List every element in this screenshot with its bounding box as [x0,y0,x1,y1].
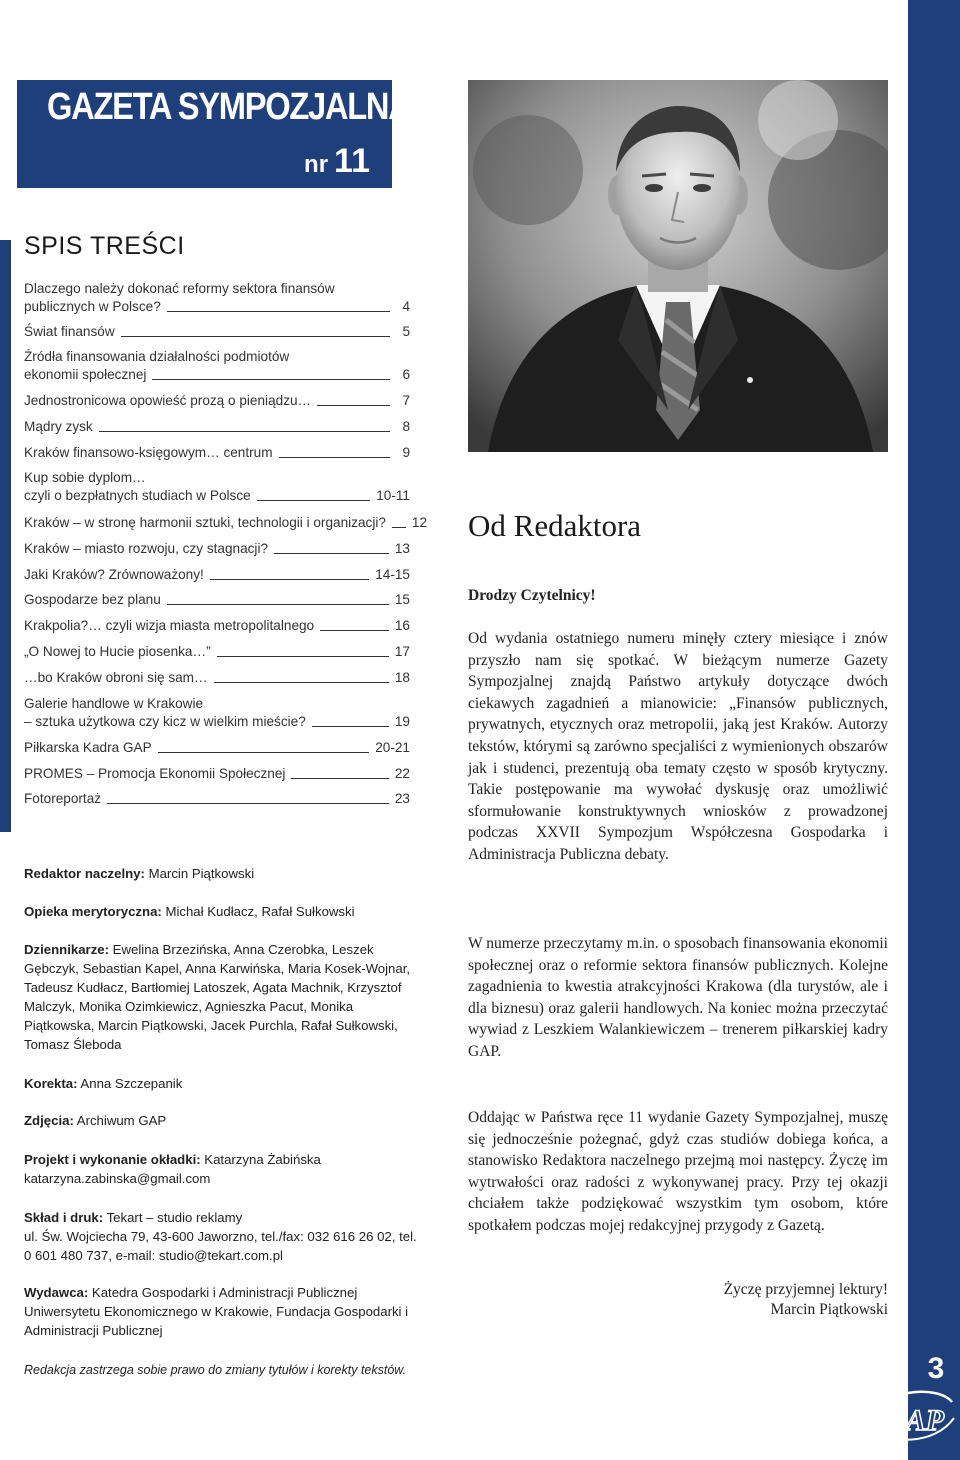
toc-entry [24,643,410,661]
toc-entry [24,348,410,384]
credit-entry [24,1283,424,1340]
toc-entry-line [24,643,410,661]
credit-extra: ul. Św. Wojciecha 79, 43-600 Jaworzno, tel./fax: 032 616 26 02, tel. 0 601 480 737, e-mail: studio@tekart.com.pl [24,1229,417,1263]
toc-entry-title: Jaki Kraków? Zrównoważony! [24,567,204,582]
toc-entry-title: – sztuka użytkowa czy kicz w wielkim mieście? [24,714,306,729]
toc-leader-line [257,500,371,501]
toc-entry [24,392,410,410]
toc-leader-line [392,527,406,528]
toc-leader-line [99,431,390,432]
issue-number [304,142,370,181]
toc-entry [24,323,410,341]
toc-entry [24,669,410,687]
left-accent-bar [0,240,11,832]
toc-leader-line [210,579,369,580]
toc-entry-title: czyli o bezpłatnych studiach w Polsce [24,488,251,503]
credit-text: Katarzyna Żabińska [200,1152,321,1167]
toc-leader-line [312,726,389,727]
credit-label: Wydawca: [24,1285,89,1300]
toc-entry [24,540,410,558]
toc-leader-line [320,630,389,631]
toc-page-number: 23 [394,791,410,806]
toc-entry [24,739,410,757]
credit-text: Marcin Piątkowski [144,866,255,881]
toc-entry-title: Świat finansów [24,324,115,339]
gap-logo-text: GAP [884,1404,944,1437]
credit-text: Anna Szczepanik [77,1076,183,1091]
credit-entry [24,940,424,1054]
editorial-paragraph-1: Od wydania ostatniego numeru minęły cztery miesiące i znów przyszło nam się spotkać. W bieżącym numerze Gazety Sympozjalnej znajdą Państwo artykuły dotyczące dwóch ciekawych zagadnień a mianowicie: „Finansów publicznych, prywatnych, etycznych oraz metropolii, jaką jest Kraków. Autorzy tekstów, którymi są zarówno specjaliści z wymienionych obszarów jak i studenci, prezentują oba tematy często w sposób krytyczny. Takie postępowanie ma wywołać dyskusję oraz umożliwić sformułowanie konstruktywnych wniosków z prowadzonej podczas XXVII Sympozjum Współczesna Gospodarka i Administracja Publiczna debaty. [468,630,888,863]
toc-entry-line [24,323,410,341]
credit-entry [24,1150,424,1188]
toc-title: SPIS TREŚCI [24,232,185,260]
credit-label: Korekta: [24,1076,78,1091]
toc-entry [24,514,428,532]
toc-leader-line [214,682,389,683]
toc-entry-title: Mądry zysk [24,419,93,434]
toc-entry-title: Fotoreportaż [24,791,102,806]
toc-entry [24,280,410,316]
toc-entry-line [24,392,410,410]
toc-page-number: 19 [394,714,410,729]
toc-entry-line [24,591,410,609]
toc-page-number: 22 [394,766,410,781]
toc-leader-line [317,405,390,406]
toc-page-number: 17 [394,644,410,659]
credit-label: Projekt i wykonanie okładki: [24,1152,201,1167]
masthead-title: GAZETA SYMPOZJALNA [47,86,411,128]
credit-label: Zdjęcia: [24,1113,74,1128]
credit-entry [24,902,424,921]
toc-entry-line [24,669,410,687]
toc-page-number: 8 [402,419,410,434]
toc-entry [24,617,410,635]
toc-entry-line [24,540,410,558]
toc-entry-line [24,487,410,505]
toc-page-number: 7 [402,393,410,408]
toc-page-number: 10-11 [376,488,410,503]
toc-entry-title: Kraków – miasto rozwoju, czy stagnacji? [24,541,269,556]
toc-entry-line [24,469,410,487]
toc-entry [24,591,410,609]
toc-entry-line [24,566,410,584]
right-accent-stripe [908,0,960,1460]
toc-entry-title: PROMES – Promocja Ekonomii Społecznej [24,766,286,781]
toc-leader-line [107,803,389,804]
toc-page-number: 18 [394,670,410,685]
credit-text: Tekart – studio reklamy [103,1210,243,1225]
toc-page-number: 12 [411,515,428,530]
toc-entry-line [24,617,410,635]
toc-page-number: 15 [394,592,410,607]
toc-leader-line [158,752,370,753]
toc-page-number: 20-21 [375,740,410,755]
editor-signature: Marcin Piątkowski [770,1301,888,1318]
toc-entry-title: Gospodarze bez planu [24,592,161,607]
toc-entry-title: ekonomii społecznej [24,367,147,382]
toc-entry-line [24,298,410,316]
toc-entry-title: …bo Kraków obroni się sam… [24,670,208,685]
toc-entry [24,469,410,505]
credit-entry [24,1074,424,1093]
toc-leader-line [167,604,389,605]
toc-entry-line [24,695,410,713]
gap-logo [868,1378,960,1450]
toc-page-number: 13 [394,541,410,556]
toc-entry-title: publicznych w Polsce? [24,299,161,314]
portrait-image [468,80,888,452]
toc-page-number: 14-15 [375,567,410,582]
closing-wish: Życzę przyjemnej lektury! [723,1281,888,1298]
toc-leader-line [152,379,390,380]
toc-leader-line [217,656,389,657]
toc-entry-title: Jednostronicowa opowieść prozą o pieniądzu… [24,393,312,408]
toc-leader-line [167,311,390,312]
toc-entry [24,765,410,783]
editorial-closing [600,1280,888,1320]
editorial-note: Redakcja zastrzega sobie prawo do zmiany tytułów i korekty tekstów. [24,1363,407,1377]
toc-page-number: 6 [402,367,410,382]
toc-leader-line [279,457,390,458]
credit-entry [24,1111,424,1130]
toc-entry-title: Galerie handlowe w Krakowie [24,696,204,711]
toc-entry-line [24,514,428,532]
toc-entry [24,790,410,808]
toc-entry-line [24,348,410,366]
toc-entry-line [24,713,410,731]
toc-entry-line [24,739,410,757]
credit-label: Skład i druk: [24,1210,104,1225]
editorial-paragraph-3: Oddając w Państwa ręce 11 wydanie Gazety Sympozjalnej, muszę się jednocześnie pożegnać, gdyż czas studiów dobiega końca, a stanowisko Redaktora naczelnego przejmą moi następcy. Życzę im wytrwałości oraz radości z wykonywanej pracy. Przy tej okazji chciałem także podziękować wszystkim tym osobom, które spotkałem podczas mojej redakcyjnej przygody z Gazetą. [468,1109,888,1234]
toc-entry-title: „O Nowej to Hucie piosenka…” [24,644,211,659]
credit-label: Redaktor naczelny: [24,866,145,881]
toc-leader-line [291,778,388,779]
issue-value: 11 [334,142,370,180]
toc-page-number: 5 [402,324,410,339]
toc-entry-line [24,765,410,783]
issue-prefix: nr [304,151,329,178]
editor-photo [468,80,888,452]
toc-entry-line [24,790,410,808]
toc-entry [24,695,410,731]
toc-page-number: 9 [402,445,410,460]
toc-entry-line [24,280,410,298]
toc-entry-title: Piłkarska Kadra GAP [24,740,152,755]
toc-entry-line [24,366,410,384]
toc-entry-title: Dlaczego należy dokonać reformy sektora finansów [24,281,335,296]
toc-page-number: 16 [394,618,410,633]
editorial-title: Od Redaktora [468,508,642,543]
toc-page-number: 4 [402,299,410,314]
credit-label: Dziennikarze: [24,942,110,957]
credit-entry [24,1208,424,1265]
toc-entry-title: Krakpolia?… czyli wizja miasta metropolitalnego [24,618,315,633]
credit-entry [24,864,424,883]
credit-extra: katarzyna.zabinska@gmail.com [24,1171,211,1186]
toc-entry [24,444,410,462]
credit-label: Opieka merytoryczna: [24,904,162,919]
toc-entry-line [24,418,410,436]
credit-text: Katedra Gospodarki i Administracji Publicznej Uniwersytetu Ekonomicznego w Krakowie, Fundacja Gospodarki i Administracji Publicznej [24,1285,409,1338]
toc-leader-line [274,553,389,554]
page-number: 3 [927,1352,945,1385]
editorial-paragraph-2: W numerze przeczytamy m.in. o sposobach finansowania ekonomii społecznej oraz o reformie sektora finansów publicznych. Kolejne zagadnienia to kwestia atrakcyjności Krakowa (dla turystów, ale i dla biznesu) oraz galerii handlowych. Na koniec można przeczytać wywiad z Leszkiem Walankiewiczem – trenerem piłkarskiej kadry GAP. [468,935,888,1060]
toc-entry-title: Kup sobie dyplom… [24,470,146,485]
credit-text: Ewelina Brzezińska, Anna Czerobka, Leszek Gębczyk, Sebastian Kapel, Anna Karwińska, Maria Kosek-Wojnar, Tadeusz Kudłacz, Bartłomiej Latoszek, Agata Machnik, Krzysztof Malczyk, Monika Ozimkiewicz, Agnieszka Pacut, Monika Piątkowska, Marcin Piątkowski, Jacek Purchla, Rafał Sułkowski, Tomasz Śleboda [24,942,411,1052]
toc-entry-title: Kraków finansowo-księgowym… centrum [24,445,273,460]
masthead [17,80,411,188]
credit-text: Archiwum GAP [73,1113,167,1128]
toc-entry-title: Źródła finansowania działalności podmiotów [24,349,290,364]
editorial-greeting: Drodzy Czytelnicy! [468,587,596,604]
toc-entry [24,418,410,436]
toc-entry-line [24,444,410,462]
toc-leader-line [121,336,390,337]
toc-entry-title: Kraków – w stronę harmonii sztuki, technologii i organizacji? [24,515,386,530]
credit-text: Michał Kudłacz, Rafał Sułkowski [161,904,355,919]
toc-entry [24,566,410,584]
